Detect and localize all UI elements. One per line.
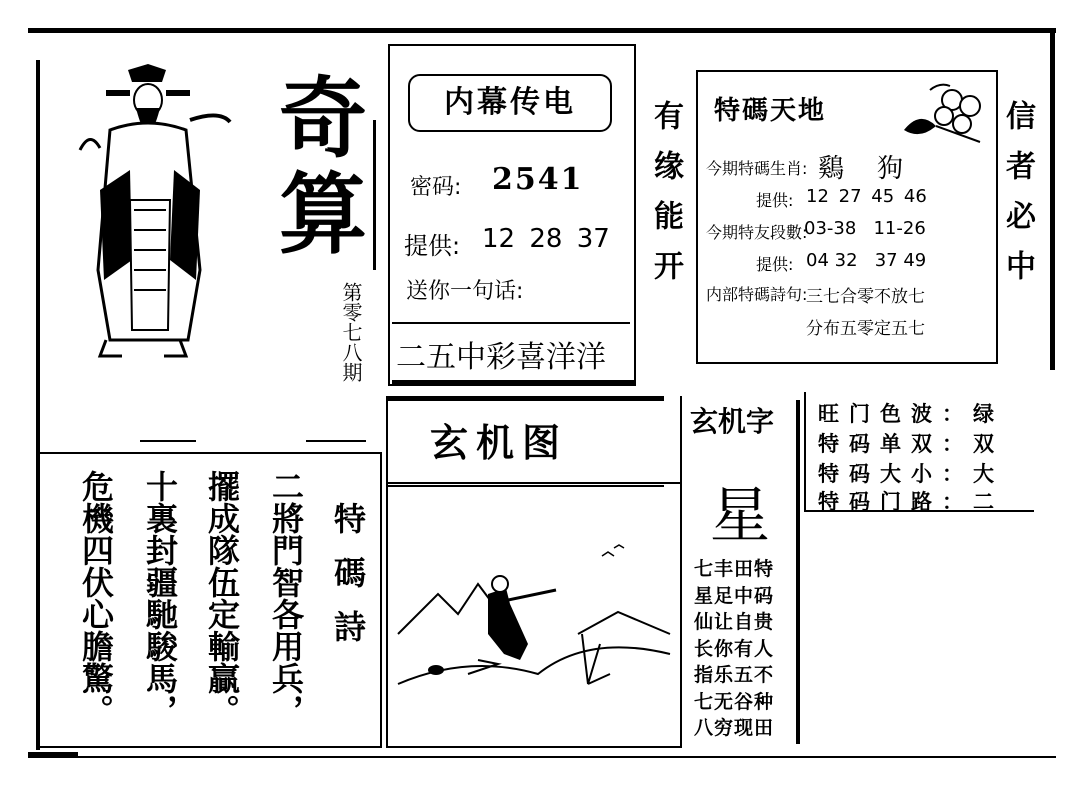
- frame-right-border: [1050, 30, 1055, 370]
- friend-segment-label: 今期特友段數:: [706, 223, 808, 242]
- attribute-row: 特码门路：二: [818, 490, 1004, 514]
- poem-column: 十裏封疆馳駿馬，: [141, 470, 179, 726]
- provide-label-2: 提供:: [756, 255, 794, 274]
- grid-row: 指乐五不: [694, 664, 775, 686]
- poem-heading: 特碼詩: [329, 502, 367, 664]
- provide-values-2: 04 32 37 49: [806, 250, 927, 271]
- decorative-dash: [306, 440, 366, 442]
- mystery-word-right-rule: [796, 400, 800, 744]
- grid-row: 七丰田特: [694, 558, 775, 580]
- mystery-word-divider: [680, 396, 682, 746]
- internal-poem-line-1: 三七合零不放七: [806, 287, 925, 307]
- saying-text: 二五中彩喜洋洋: [396, 340, 606, 375]
- password-value: 2541: [492, 162, 584, 197]
- provide-label: 提供:: [404, 232, 461, 260]
- poem-column: 危機四伏心膽驚。: [77, 470, 115, 726]
- attribute-value: 二: [973, 490, 1004, 514]
- zodiac-label: 今期特碼生肖:: [706, 159, 808, 178]
- mystery-word-grid: [694, 556, 774, 742]
- attribute-label: 特码单双: [818, 432, 942, 456]
- attribute-row: 特码单双：双: [818, 432, 1004, 456]
- mystery-diagram-illustration: [386, 482, 682, 748]
- internal-poem-line-2: 分布五零定五七: [806, 319, 925, 339]
- vertical-slogan-right: 信者必中: [1000, 100, 1035, 300]
- attribute-value: 双: [973, 432, 1004, 456]
- mystery-word-character: 星: [710, 481, 770, 551]
- frame-top-border: [28, 28, 1056, 33]
- mystery-diagram-title: 玄机图: [430, 421, 569, 465]
- bottom-border: [28, 756, 1056, 758]
- password-label: 密码:: [410, 175, 462, 200]
- attribute-row: 旺门色波：绿: [818, 402, 1004, 426]
- saying-label: 送你一句话:: [406, 279, 524, 304]
- internal-poem-label: 内部特碼詩句:: [706, 285, 808, 304]
- attribute-row: 特码大小：大: [818, 462, 1004, 486]
- provide-values: 12 28 37: [482, 224, 610, 254]
- poem-column: 二將門智各用兵，: [267, 470, 305, 726]
- flower-icon: [900, 80, 988, 146]
- attribute-value: 绿: [973, 402, 1004, 426]
- provide-label-1: 提供:: [756, 191, 794, 210]
- grid-row: 八穷现田: [694, 717, 775, 739]
- friend-segment-values: 03-38 11-26: [804, 218, 926, 239]
- title-side-rule: [373, 120, 376, 270]
- deity-figure-illustration: [70, 60, 240, 360]
- attribute-label: 旺门色波: [818, 402, 942, 426]
- attribute-value: 大: [973, 462, 1004, 486]
- attribute-label: 特码门路: [818, 490, 942, 514]
- grid-row: 七无谷种: [694, 690, 775, 713]
- saying-divider: [392, 322, 630, 324]
- special-code-title: 特碼天地: [714, 96, 827, 126]
- grid-row: 星足中码: [694, 584, 775, 607]
- inner-curtain-shadow: [392, 380, 634, 385]
- issue-number: 第零七八期: [339, 282, 363, 382]
- vertical-slogan-left: 有缘能开: [648, 100, 683, 300]
- inner-curtain-title: 内幕传电: [408, 74, 612, 132]
- bottom-corner-mark: [28, 752, 78, 757]
- mystery-word-label: 玄机字: [690, 405, 775, 438]
- attribute-label: 特码大小: [818, 462, 942, 486]
- poem-column: 擺成隊伍定輸贏。: [203, 470, 241, 726]
- grid-row: 仙让自贵: [694, 611, 775, 633]
- page-title: 奇算: [278, 66, 367, 266]
- provide-values-1: 12 27 45 46: [806, 186, 927, 207]
- zodiac-values: 鷄 狗: [818, 154, 904, 184]
- decorative-dash: [140, 440, 196, 442]
- grid-row: 长你有人: [694, 637, 775, 660]
